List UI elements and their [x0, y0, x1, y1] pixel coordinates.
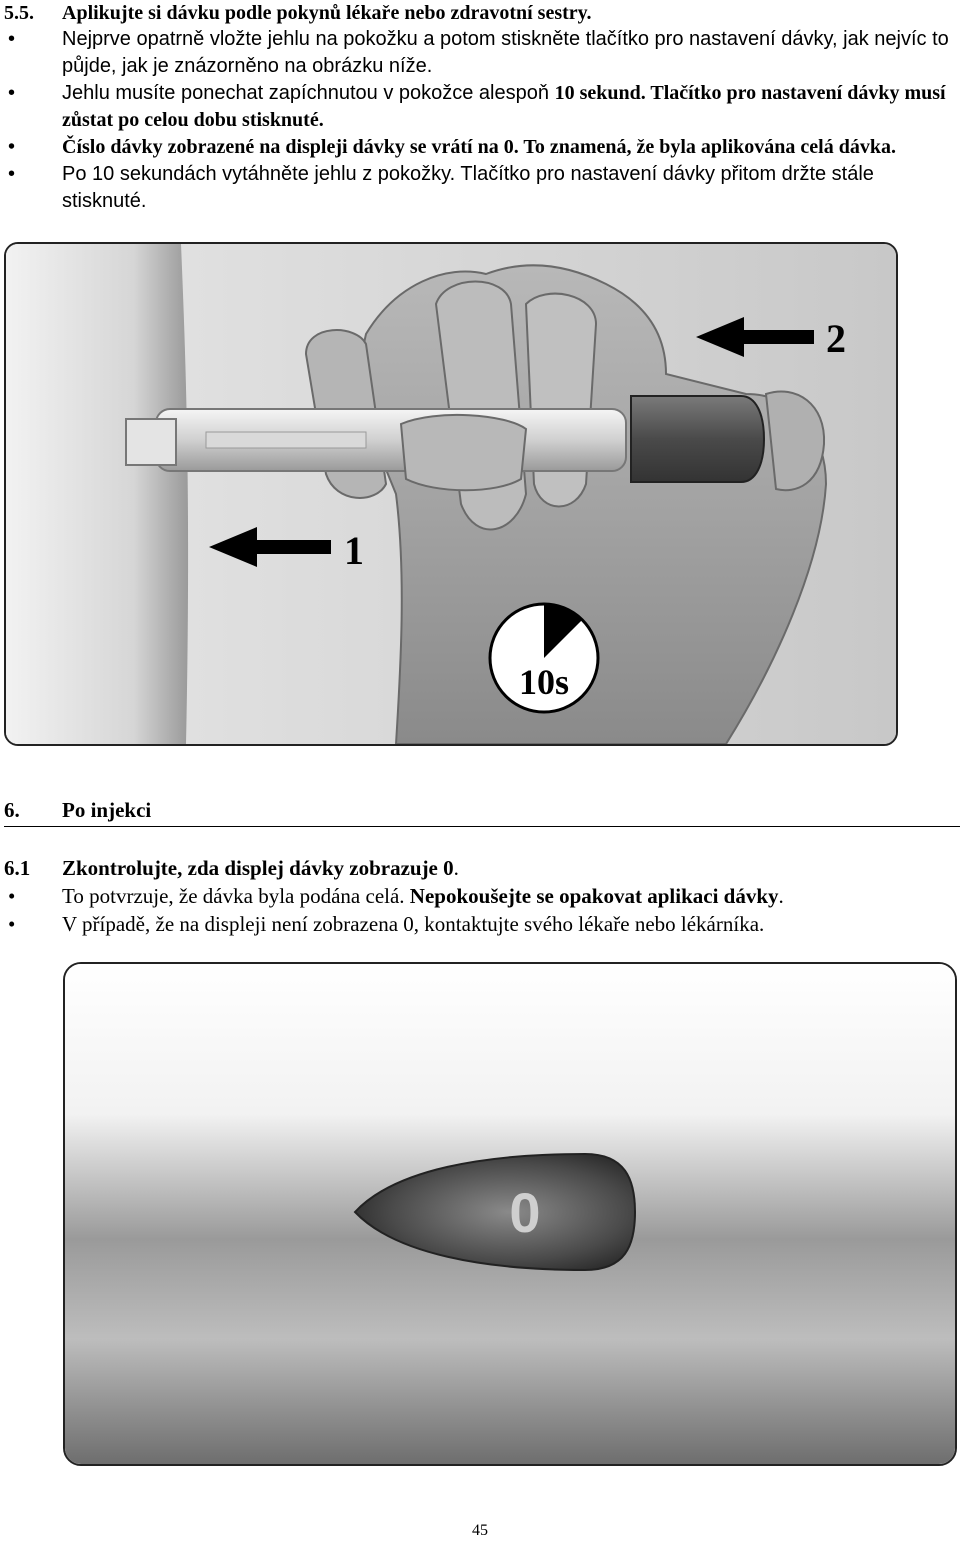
timer-icon: [490, 604, 598, 712]
bullet-bold-text: 10 sekund. Tlačítko pro nastavení dávky musí zůstat po celou dobu stisknuté.: [62, 82, 946, 131]
after-injection-list: [0, 882, 960, 938]
injection-drawing: [6, 244, 896, 744]
pen-needle-hub: [126, 419, 176, 465]
section-number: 5.5.: [4, 2, 34, 24]
section-number: 6.1: [4, 856, 31, 880]
finger-shape: [526, 294, 596, 507]
list-item: [0, 80, 952, 134]
section-title: Aplikujte si dávku podle pokynů lékaře nebo zdravotní sestry.: [62, 2, 592, 24]
list-item: [0, 161, 952, 215]
section-6-1-heading: [4, 854, 459, 882]
section-5-5-heading: [4, 0, 592, 26]
bullet-text: To potvrzuje, že dávka byla podána celá.: [62, 884, 410, 908]
bullet-text: V případě, že na displeji není zobrazena 0, kontaktujte svého lékaře nebo lékárníka.: [62, 912, 765, 936]
instruction-list: [0, 26, 960, 215]
section-title: Po injekci: [62, 798, 152, 822]
dose-button: [631, 396, 764, 482]
section-title-end: .: [453, 856, 459, 880]
bullet-text: .: [778, 884, 784, 908]
dose-display-drawing: [65, 964, 955, 1464]
list-item: [0, 134, 952, 161]
step-2-label: 2: [826, 316, 846, 361]
dose-display-value: 0: [509, 1181, 541, 1244]
step-1-label: 1: [344, 528, 364, 573]
bullet-text: Nejprve opatrně vložte jehlu na pokožku a potom stiskněte tlačítko pro nastavení dávky, jak nejvíc to půjde, jak je znázorněno na obrázku níže.: [62, 28, 949, 77]
bullet-bold-text: Nepokoušejte se opakovat aplikaci dávky: [409, 884, 779, 908]
section-number: 6.: [4, 798, 20, 822]
timer-label: 10s: [518, 662, 570, 702]
finger-shape: [401, 415, 526, 490]
page-number: 45: [472, 1522, 488, 1539]
section-title: Zkontrolujte, zda displej dávky zobrazuje 0: [62, 856, 454, 880]
bullet-text: Jehlu musíte ponechat zapíchnutou v pokožce alespoň: [62, 82, 555, 104]
bullet-bold-text: Číslo dávky zobrazené na displeji dávky se vrátí na 0. To znamená, že byla aplikována celá dávka.: [62, 136, 896, 158]
injection-illustration: [4, 242, 898, 746]
arm-shape: [6, 244, 188, 744]
bullet-text: Po 10 sekundách vytáhněte jehlu z pokožky. Tlačítko pro nastavení dávky přitom držte stále stisknuté.: [62, 163, 874, 212]
pen-plunger: [206, 432, 366, 448]
list-item: [0, 26, 952, 80]
list-item: [0, 882, 960, 910]
dose-display-illustration: [63, 962, 957, 1466]
list-item: [0, 910, 960, 938]
section-6-heading: [4, 796, 960, 827]
